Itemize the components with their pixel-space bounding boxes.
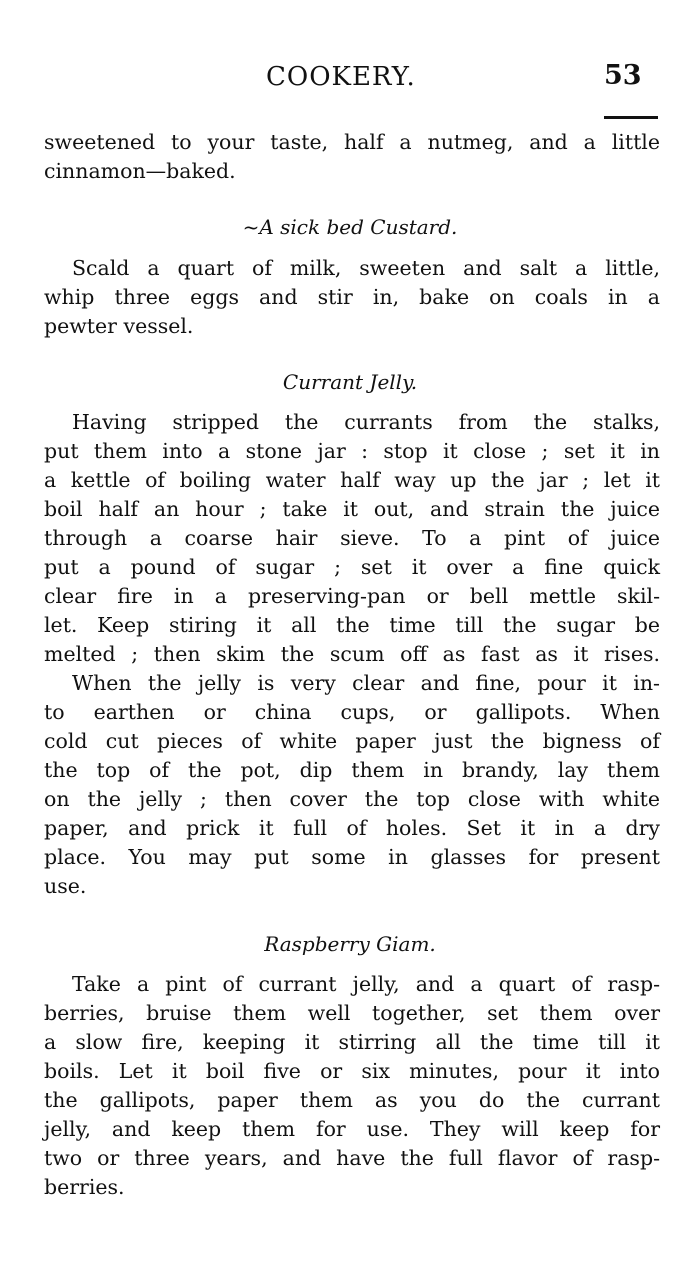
text-line: place. You may put some in glasses for present [44, 845, 660, 869]
text-line: berries, bruise them well together, set them over [44, 1001, 660, 1025]
text-line: pewter vessel. [44, 314, 194, 338]
text-line: a slow fire, keeping it stirring all the time till it [44, 1030, 660, 1054]
text-line: two or three years, and have the full flavor of rasp- [44, 1146, 660, 1170]
text-line: whip three eggs and stir in, bake on coals in a [44, 285, 660, 309]
text-line: put a pound of sugar ; set it over a fine quick [44, 555, 660, 579]
text-line: sweetened to your taste, half a nutmeg, and a little [44, 130, 660, 154]
text-line: jelly, and keep them for use. They will keep for [44, 1117, 660, 1141]
text-line: the gallipots, paper them as you do the currant [44, 1088, 660, 1112]
header-rule [604, 116, 658, 119]
text-line: on the jelly ; then cover the top close with white [44, 787, 660, 811]
text-line: melted ; then skim the scum off as fast as it rises. [44, 642, 660, 666]
text-line: paper, and prick it full of holes. Set it in a dry [44, 816, 660, 840]
text-line: use. [44, 874, 87, 898]
recipe-body-currant-jelly [44, 408, 660, 901]
recipe-title-currant-jelly: Currant Jelly. [282, 370, 418, 394]
text-line: Scald a quart of milk, sweeten and salt a little, [72, 256, 660, 280]
text-line: put them into a stone jar : stop it close ; set it in [44, 439, 660, 463]
text-line: boils. Let it boil five or six minutes, pour it into [44, 1059, 660, 1083]
text-line: boil half an hour ; take it out, and strain the juice [44, 497, 660, 521]
text-line: Having stripped the currants from the stalks, [72, 410, 660, 434]
text-line: When the jelly is very clear and fine, pour it in- [72, 671, 660, 695]
running-title: COOKERY. [266, 62, 416, 92]
recipe-title-sick-bed-custard: ~A sick bed Custard. [242, 215, 458, 239]
text-line: berries. [44, 1175, 125, 1199]
text-line: to earthen or china cups, or gallipots. When [44, 700, 660, 724]
text-line: clear fire in a preserving-pan or bell mettle skil- [44, 584, 660, 608]
recipe-body-sick-bed-custard [44, 254, 660, 341]
text-line: the top of the pot, dip them in brandy, lay them [44, 758, 660, 782]
recipe-body-raspberry-giam [44, 970, 660, 1202]
text-line: a kettle of boiling water half way up the jar ; let it [44, 468, 660, 492]
text-line: let. Keep stiring it all the time till the sugar be [44, 613, 660, 637]
text-line: cold cut pieces of white paper just the bigness of [44, 729, 660, 753]
text-line: through a coarse hair sieve. To a pint of juice [44, 526, 660, 550]
text-line: cinnamon—baked. [44, 159, 236, 183]
page-number: 53 [604, 60, 642, 91]
text-line: Take a pint of currant jelly, and a quart of rasp- [72, 972, 660, 996]
continuation-paragraph [44, 128, 660, 186]
recipe-title-raspberry-giam: Raspberry Giam. [264, 932, 436, 956]
